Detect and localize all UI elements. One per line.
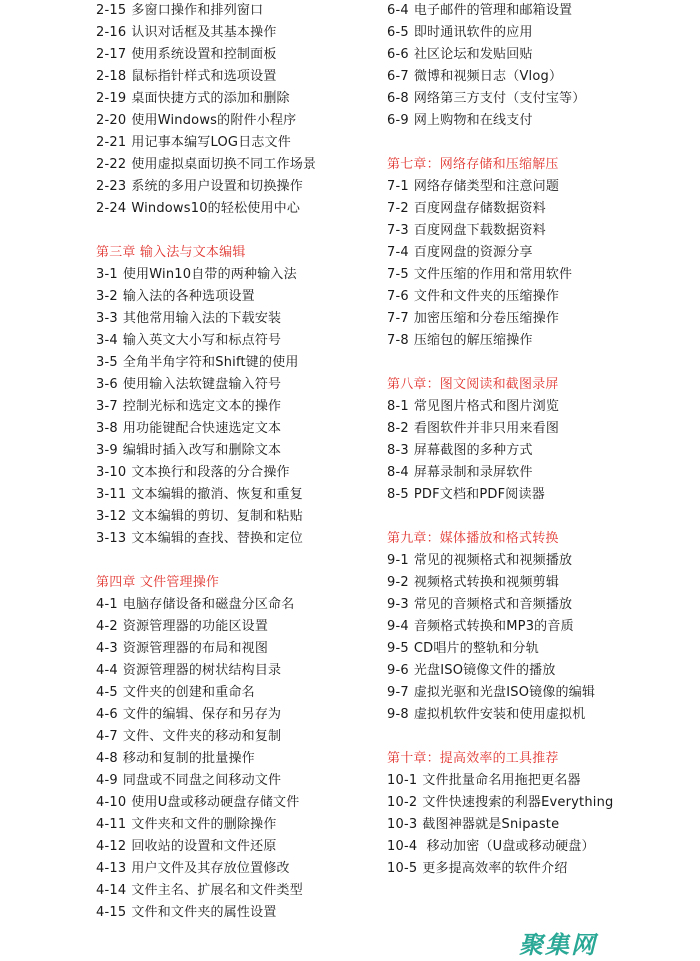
toc-item-title: 光盘ISO镜像文件的播放 [413, 663, 556, 678]
toc-item-number: 9-6 [387, 663, 409, 678]
toc-item-number: 7-7 [387, 311, 409, 326]
toc-item [387, 814, 687, 836]
toc-item [387, 396, 687, 418]
toc-item-title: 回收站的设置和文件还原 [131, 839, 277, 854]
toc-item [387, 440, 687, 462]
toc-item-title: 电子邮件的管理和邮箱设置 [413, 3, 573, 18]
toc-item [96, 352, 366, 374]
toc-item-number: 3-11 [96, 487, 127, 502]
toc-item-number: 9-7 [387, 685, 409, 700]
toc-item-number: 9-2 [387, 575, 409, 590]
toc-item [387, 264, 687, 286]
toc-item-number: 8-2 [387, 421, 409, 436]
toc-item-title: 更多提高效率的软件介绍 [422, 861, 568, 876]
toc-item-number: 8-1 [387, 399, 409, 414]
toc-item-number: 4-12 [96, 839, 127, 854]
toc-item [387, 550, 687, 572]
toc-item-title: 屏幕录制和录屏软件 [413, 465, 533, 480]
toc-item [96, 286, 366, 308]
toc-item-title: 文件夹的创建和重命名 [122, 685, 255, 700]
toc-item [96, 770, 366, 792]
toc-item [387, 0, 687, 22]
toc-item-number: 3-1 [96, 267, 118, 282]
toc-item-title: 移动加密（U盘或移动硬盘） [422, 839, 595, 854]
toc-item-title: 截图神器就是Snipaste [422, 817, 560, 832]
toc-item-number: 2-19 [96, 91, 127, 106]
toc-item-title: 使用Win10自带的两种输入法 [122, 267, 297, 282]
toc-item-number: 3-9 [96, 443, 118, 458]
toc-item [387, 308, 687, 330]
toc-item-title: 屏幕截图的多种方式 [413, 443, 533, 458]
toc-item [387, 858, 687, 880]
toc-item [387, 484, 687, 506]
toc-item-title: 音频格式转换和MP3的音质 [413, 619, 574, 634]
toc-item-title: 文件批量命名用拖把更名器 [422, 773, 581, 788]
toc-item-title: 文件和文件夹的压缩操作 [413, 289, 560, 304]
toc-item-number: 3-2 [96, 289, 118, 304]
toc-item [387, 66, 687, 88]
toc-item-title: 使用输入法软键盘输入符号 [122, 377, 282, 392]
toc-item-title: 用户文件及其存放位置修改 [131, 861, 290, 876]
toc-item [96, 748, 366, 770]
watermark-logo: 聚集网 [519, 931, 597, 959]
toc-item-number: 3-5 [96, 355, 118, 370]
toc-item [96, 704, 366, 726]
toc-item-title: 文本编辑的撤消、恢复和重复 [131, 487, 303, 502]
toc-item [96, 726, 366, 748]
toc-item [96, 682, 366, 704]
toc-item-title: 认识对话框及其基本操作 [131, 25, 277, 40]
toc-item-number: 3-10 [96, 465, 127, 480]
toc-item [96, 396, 366, 418]
toc-item-title: 百度网盘的资源分享 [413, 245, 533, 260]
toc-item-title: 用记事本编写LOG日志文件 [131, 135, 291, 150]
toc-item-title: 文件主名、扩展名和文件类型 [131, 883, 303, 898]
toc-item-title: 文本换行和段落的分合操作 [131, 465, 290, 480]
toc-item [387, 836, 687, 858]
section-spacer [387, 132, 687, 154]
toc-item-number: 2-24 [96, 201, 127, 216]
toc-item [96, 880, 366, 902]
toc-item [387, 770, 687, 792]
toc-item-title: 移动和复制的批量操作 [122, 751, 255, 766]
toc-item [96, 484, 366, 506]
toc-item-title: 文本编辑的查找、替换和定位 [131, 531, 303, 546]
section-spacer [387, 506, 687, 528]
toc-item-number: 9-4 [387, 619, 409, 634]
toc-item-number: 3-4 [96, 333, 118, 348]
toc-item [387, 682, 687, 704]
toc-item-number: 4-11 [96, 817, 127, 832]
toc-item-number: 4-3 [96, 641, 118, 656]
toc-item [96, 440, 366, 462]
toc-item-number: 10-3 [387, 817, 418, 832]
toc-item-title: 控制光标和选定文本的操作 [122, 399, 282, 414]
toc-item-number: 3-13 [96, 531, 127, 546]
toc-item-number: 2-17 [96, 47, 127, 62]
toc-item [96, 638, 366, 660]
toc-item-number: 4-2 [96, 619, 118, 634]
chapter-heading: 第四章 文件管理操作 [96, 575, 220, 590]
toc-item [387, 638, 687, 660]
toc-item-title: 使用Windows的附件小程序 [131, 113, 297, 128]
toc-item-number: 2-15 [96, 3, 127, 18]
toc-item-title: 文件快速搜索的利器Everything [422, 795, 614, 810]
toc-item-number: 2-18 [96, 69, 127, 84]
toc-item-number: 9-1 [387, 553, 409, 568]
section-spacer [96, 550, 366, 572]
toc-item-number: 4-5 [96, 685, 118, 700]
toc-item [387, 198, 687, 220]
toc-item-number: 10-4 [387, 839, 418, 854]
toc-item-number: 2-23 [96, 179, 127, 194]
toc-item-number: 7-4 [387, 245, 409, 260]
toc-item [387, 660, 687, 682]
toc-item-title: 即时通讯软件的应用 [413, 25, 533, 40]
toc-item [387, 418, 687, 440]
toc-item [96, 660, 366, 682]
toc-item-title: 文件、文件夹的移动和复制 [122, 729, 282, 744]
toc-item [96, 616, 366, 638]
toc-item-title: 使用系统设置和控制面板 [131, 47, 277, 62]
toc-item-title: 虚拟机软件安装和使用虚拟机 [413, 707, 586, 722]
toc-item-title: 输入法的各种选项设置 [122, 289, 255, 304]
toc-item-number: 9-3 [387, 597, 409, 612]
toc-item-title: 百度网盘存储数据资料 [413, 201, 546, 216]
toc-item [96, 132, 366, 154]
toc-item-title: 其他常用输入法的下载安装 [122, 311, 282, 326]
toc-item [387, 616, 687, 638]
toc-item-title: 常见的视频格式和视频播放 [413, 553, 573, 568]
toc-item-title: PDF文档和PDF阅读器 [413, 487, 545, 502]
toc-item-number: 8-4 [387, 465, 409, 480]
toc-item-number: 6-6 [387, 47, 409, 62]
toc-item [96, 374, 366, 396]
toc-item-number: 6-9 [387, 113, 409, 128]
toc-item-number: 6-5 [387, 25, 409, 40]
chapter-heading: 第九章：媒体播放和格式转换 [387, 531, 559, 546]
toc-item-title: 资源管理器的树状结构目录 [122, 663, 282, 678]
toc-item-title: 网上购物和在线支付 [413, 113, 533, 128]
toc-item-title: 百度网盘下载数据资料 [413, 223, 546, 238]
toc-item-title: 微博和视频日志（Vlog） [413, 69, 563, 84]
toc-item [96, 462, 366, 484]
toc-item-title: 使用U盘或移动硬盘存储文件 [131, 795, 300, 810]
toc-item [96, 0, 366, 22]
toc-item-number: 4-13 [96, 861, 127, 876]
toc-item-number: 10-2 [387, 795, 418, 810]
toc-item-number: 10-5 [387, 861, 418, 876]
toc-item [387, 242, 687, 264]
toc-item [387, 286, 687, 308]
toc-item [387, 176, 687, 198]
toc-item [387, 462, 687, 484]
toc-item-number: 2-16 [96, 25, 127, 40]
chapter-heading: 第八章：图文阅读和截图录屏 [387, 377, 559, 392]
toc-item-title: 资源管理器的布局和视图 [122, 641, 269, 656]
toc-item-title: 文件夹和文件的删除操作 [131, 817, 277, 832]
toc-item [96, 198, 366, 220]
toc-item-number: 3-6 [96, 377, 118, 392]
toc-item-number: 7-3 [387, 223, 409, 238]
toc-item-number: 6-4 [387, 3, 409, 18]
toc-item [387, 704, 687, 726]
toc-item-number: 7-1 [387, 179, 409, 194]
toc-item-title: 用功能键配合快速选定文本 [122, 421, 282, 436]
toc-item-title: CD唱片的整轨和分轨 [413, 641, 539, 656]
toc-item [96, 110, 366, 132]
toc-item-title: 电脑存储设备和磁盘分区命名 [122, 597, 295, 612]
toc-item-number: 4-6 [96, 707, 118, 722]
toc-item-number: 7-6 [387, 289, 409, 304]
toc-item [387, 44, 687, 66]
toc-item-title: Windows10的轻松使用中心 [131, 201, 301, 216]
toc-item [387, 330, 687, 352]
toc-item-number: 7-8 [387, 333, 409, 348]
toc-item-number: 7-5 [387, 267, 409, 282]
toc-item-title: 鼠标指针样式和选项设置 [131, 69, 277, 84]
toc-item-title: 网络存储类型和注意问题 [413, 179, 560, 194]
toc-item-number: 6-7 [387, 69, 409, 84]
toc-item-number: 4-8 [96, 751, 118, 766]
toc-item-title: 编辑时插入改写和删除文本 [122, 443, 282, 458]
toc-item [96, 858, 366, 880]
toc-item [387, 110, 687, 132]
chapter-heading: 第三章 输入法与文本编辑 [96, 245, 246, 260]
toc-item [96, 594, 366, 616]
toc-item [96, 330, 366, 352]
toc-item [96, 836, 366, 858]
toc-item-number: 2-21 [96, 135, 127, 150]
toc-item-title: 资源管理器的功能区设置 [122, 619, 269, 634]
chapter-heading: 第七章：网络存储和压缩解压 [387, 157, 559, 172]
toc-item [96, 792, 366, 814]
toc-item [96, 154, 366, 176]
toc-item-title: 看图软件并非只用来看图 [413, 421, 560, 436]
toc-item-title: 社区论坛和发贴回贴 [413, 47, 533, 62]
toc-item-number: 4-1 [96, 597, 118, 612]
toc-item-number: 6-8 [387, 91, 409, 106]
toc-item-number: 3-8 [96, 421, 118, 436]
toc-item-title: 全角半角字符和Shift键的使用 [122, 355, 299, 370]
toc-item-title: 系统的多用户设置和切换操作 [131, 179, 303, 194]
toc-item-number: 8-3 [387, 443, 409, 458]
toc-item-title: 文本编辑的剪切、复制和粘贴 [131, 509, 303, 524]
toc-item [96, 176, 366, 198]
toc-item [96, 88, 366, 110]
toc-item [96, 308, 366, 330]
toc-item [96, 902, 366, 924]
toc-item-number: 2-22 [96, 157, 127, 172]
toc-item-number: 3-3 [96, 311, 118, 326]
toc-left-column [96, 0, 366, 924]
toc-item-number: 4-14 [96, 883, 127, 898]
toc-item-number: 9-5 [387, 641, 409, 656]
toc-item-title: 使用虚拟桌面切换不同工作场景 [131, 157, 317, 172]
toc-item-title: 文件压缩的作用和常用软件 [413, 267, 573, 282]
toc-item-number: 4-4 [96, 663, 118, 678]
toc-item-title: 常见的音频格式和音频播放 [413, 597, 573, 612]
toc-item-number: 2-20 [96, 113, 127, 128]
toc-item [96, 528, 366, 550]
toc-item-number: 4-15 [96, 905, 127, 920]
toc-item-number: 4-9 [96, 773, 118, 788]
toc-right-column [387, 0, 687, 880]
toc-item-number: 3-7 [96, 399, 118, 414]
toc-item [387, 572, 687, 594]
toc-item-number: 9-8 [387, 707, 409, 722]
section-spacer [387, 352, 687, 374]
toc-item-title: 网络第三方支付（支付宝等） [413, 91, 586, 106]
toc-item [96, 44, 366, 66]
toc-item-number: 3-12 [96, 509, 127, 524]
toc-item-title: 视频格式转换和视频剪辑 [413, 575, 560, 590]
toc-item [96, 22, 366, 44]
toc-item [387, 594, 687, 616]
toc-item [96, 264, 366, 286]
toc-item-title: 虚拟光驱和光盘ISO镜像的编辑 [413, 685, 596, 700]
toc-item-title: 多窗口操作和排列窗口 [131, 3, 264, 18]
section-spacer [387, 726, 687, 748]
chapter-heading: 第十章：提高效率的工具推荐 [387, 751, 559, 766]
toc-item [96, 66, 366, 88]
toc-item [387, 792, 687, 814]
toc-item-title: 文件的编辑、保存和另存为 [122, 707, 282, 722]
toc-item [387, 22, 687, 44]
toc-item [96, 418, 366, 440]
toc-item-number: 4-7 [96, 729, 118, 744]
toc-item [387, 220, 687, 242]
toc-item-title: 同盘或不同盘之间移动文件 [122, 773, 282, 788]
toc-item-title: 常见图片格式和图片浏览 [413, 399, 560, 414]
toc-item [387, 88, 687, 110]
toc-item-title: 输入英文大小写和标点符号 [122, 333, 282, 348]
toc-item-number: 4-10 [96, 795, 127, 810]
toc-item-number: 10-1 [387, 773, 418, 788]
toc-item-title: 桌面快捷方式的添加和删除 [131, 91, 290, 106]
toc-item-title: 文件和文件夹的属性设置 [131, 905, 277, 920]
toc-item-title: 压缩包的解压缩操作 [413, 333, 533, 348]
section-spacer [96, 220, 366, 242]
toc-item [96, 814, 366, 836]
toc-item-number: 7-2 [387, 201, 409, 216]
toc-item-title: 加密压缩和分卷压缩操作 [413, 311, 560, 326]
toc-item [96, 506, 366, 528]
toc-item-number: 8-5 [387, 487, 409, 502]
